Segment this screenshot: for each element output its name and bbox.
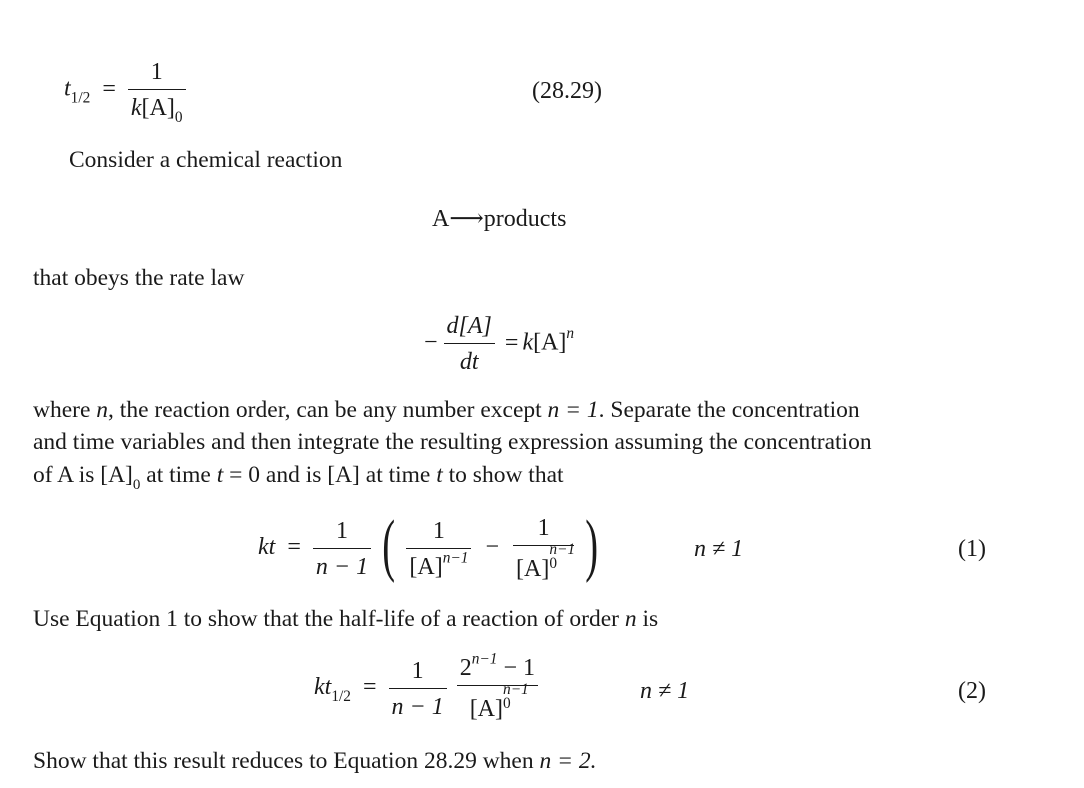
eq1-term-b: [513, 516, 574, 581]
where-l1-n: n: [96, 397, 109, 423]
where-l3-d: to show that: [448, 462, 564, 488]
eq2-condition: n ≠ 1: [640, 678, 690, 704]
eq1-open-paren: (: [382, 506, 396, 584]
eq2-den-conc: [A]: [469, 696, 504, 722]
rate-law-numerator: d[A]: [444, 314, 495, 344]
eq-28-29-equals: =: [102, 75, 116, 102]
eq2-num-tail: − 1: [497, 655, 535, 681]
show-start: Show that this result reduces to Equation 28.29 when: [33, 748, 534, 774]
where-l3-sub: 0: [132, 476, 141, 493]
eq2-lhs-sub: 1/2: [331, 687, 351, 705]
where-line-2: and time variables and then integrate the resulting expression assuming the concentration: [33, 429, 872, 455]
equation-tag-28-29: (28.29): [532, 78, 602, 104]
rate-law-k: k: [522, 329, 534, 356]
eq-28-29-numerator: 1: [128, 60, 186, 90]
eq-28-29-den-sub: 0: [174, 108, 183, 126]
text-use-eq1: [33, 603, 658, 635]
eq2-prefactor-den: n − 1: [391, 693, 444, 720]
eq1-term-a-num: 1: [406, 519, 471, 549]
eq1-prefactor-num: 1: [313, 519, 371, 549]
equation-1: [258, 506, 604, 584]
eq2-main-den: [A] n−1 0: [469, 681, 529, 722]
eq-28-29-lhs-var: t: [64, 75, 71, 102]
eq-28-29-denominator: [128, 90, 186, 126]
where-l3-b: at time: [146, 462, 211, 488]
eq2-num-base: 2: [459, 655, 472, 681]
where-l3-c: = 0 and is [A] at time: [229, 462, 431, 488]
equation-28-29: [64, 59, 186, 126]
rate-law-equals: =: [504, 329, 519, 356]
rate-law-denominator: dt: [459, 349, 479, 375]
where-l3-t: t: [216, 462, 224, 488]
use-eq1-main: Use Equation 1 to show that the half-life of a reaction of order: [33, 606, 619, 632]
show-cond: n = 2.: [539, 748, 597, 774]
reaction-equation: [432, 204, 566, 233]
equation-tag-1: (1): [958, 536, 986, 562]
eq1-term-a-conc: [A]: [409, 553, 443, 580]
eq-28-29-den-var: k: [130, 95, 142, 121]
rate-law-minus: −: [424, 329, 438, 356]
text-consider: Consider a chemical reaction: [69, 147, 343, 173]
where-line-3: [33, 459, 564, 491]
eq2-prefactor: [389, 659, 447, 719]
where-l1-cond: n = 1: [547, 397, 599, 423]
reaction-reactant: A: [432, 206, 450, 232]
reaction-arrow: ⟶: [449, 206, 484, 232]
rate-law-exp: n: [566, 325, 575, 342]
where-l1-a: where: [33, 397, 91, 423]
where-l3-a: of A is [A]: [33, 462, 133, 488]
where-l3-t2: t: [436, 462, 443, 488]
reaction-products: products: [483, 206, 567, 232]
eq1-lhs: kt: [258, 534, 276, 561]
eq2-equals: =: [362, 674, 377, 701]
rate-law-fraction: [444, 314, 495, 374]
use-eq1-end: is: [642, 606, 659, 632]
eq1-prefactor-den: n − 1: [315, 553, 369, 580]
eq1-term-b-conc: [A]: [516, 556, 550, 582]
where-l1-b: , the reaction order, can be any number except: [108, 397, 542, 423]
eq-28-29-fraction: [128, 59, 186, 126]
eq2-prefactor-num: 1: [389, 659, 447, 689]
eq1-term-a-exp: n−1: [442, 548, 469, 566]
eq1-term-a-den: [406, 549, 471, 579]
eq2-num-exp: n−1: [471, 650, 498, 668]
equation-2: [314, 650, 538, 722]
eq1-close-paren: ): [585, 506, 599, 584]
eq-28-29-lhs-sub: 1/2: [70, 89, 91, 107]
eq1-term-a: [406, 519, 471, 579]
eq2-main-fraction: [457, 650, 538, 722]
where-line-1: [33, 394, 860, 426]
rate-law-equation: [424, 314, 574, 374]
equation-tag-2: (2): [958, 678, 986, 704]
eq1-prefactor: [313, 519, 371, 579]
eq2-lhs: kt: [314, 674, 332, 701]
eq1-condition: n ≠ 1: [694, 536, 744, 562]
use-eq1-n: n: [624, 606, 637, 632]
text-show-reduces: [33, 745, 596, 777]
eq1-equals: =: [287, 534, 301, 561]
eq1-minus: −: [485, 534, 499, 561]
rate-law-conc: [A]: [533, 329, 567, 356]
eq-28-29-den-conc: [A]: [141, 95, 175, 121]
eq1-term-b-num: 1: [513, 516, 574, 546]
where-l1-c: . Separate the concentration: [598, 397, 860, 423]
text-obeys: that obeys the rate law: [33, 265, 245, 291]
eq1-term-b-den: [A] n−1 0: [516, 541, 576, 582]
